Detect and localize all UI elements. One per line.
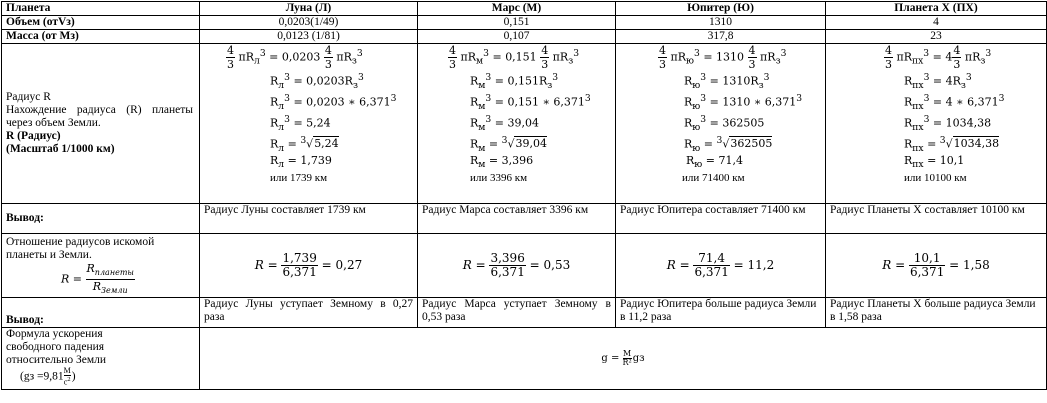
- radius-label: [2, 44, 200, 204]
- jupiter-eq3: $R_ю^3 = 1310$ ∗ 6,371$^3$: [684, 92, 803, 112]
- mars-eq6: $R_м = 3,396$: [470, 154, 534, 171]
- planetx-eq3: $R_{пх}^3 = 4$ ∗ 6,371$^3$: [904, 92, 1005, 112]
- conclusion1-mars: Радиус Марса составляет 3396 км: [418, 204, 616, 234]
- jupiter-eq5: $R_ю = ^3√362505$: [684, 134, 773, 154]
- ratio-jupiter: R = $\frac{71,4}{6,371}$ = 11,2: [616, 234, 826, 298]
- jupiter-km: или 71400 км: [682, 171, 745, 184]
- conclusion2-label: Вывод:: [2, 298, 200, 328]
- moon-eq6: $R_л = 1,739$: [270, 154, 332, 171]
- mass-row: [2, 30, 1047, 44]
- radius-mars: [418, 44, 616, 204]
- ratio-formula: R = $\frac{R_{планеты}}{R_{Земли}}$: [61, 262, 134, 296]
- jupiter-eq1: $\frac{4}{3}$ $\pi R_ю^3 = 1310$ $\frac{4}{3}$ $\pi R_з^3$: [659, 44, 787, 71]
- header-planetx: Планета X (ПХ): [826, 2, 1047, 16]
- volume-row: [2, 16, 1047, 30]
- conclusion1-label: Вывод:: [2, 204, 200, 234]
- gravity-formula: g = $\frac{M}{\text{R²}}$ gз: [200, 328, 1047, 390]
- ratio-label: [2, 234, 200, 298]
- conclusion2-mars: Радиус Марса уступает Земному в 0,53 раза: [418, 298, 616, 328]
- header-moon: Луна (Л): [200, 2, 418, 16]
- moon-eq5: $R_л = ^3√5,24$: [270, 134, 339, 154]
- volume-jupiter: 1310: [616, 16, 826, 30]
- jupiter-eq6: $R_ю = 71,4$: [686, 154, 743, 171]
- moon-eq1: $\frac{4}{3}$ $\pi R_л^3 = 0,0203$ $\frac{4}{3}$ $\pi R_з^3$: [227, 44, 363, 71]
- radius-label-line2: Нахождение радиуса (R) планеты через объем Земли.: [6, 104, 193, 129]
- planet-table: [1, 1, 1047, 390]
- mars-eq1: $\frac{4}{3}$ $\pi R_м^3 = 0,151$ $\frac{4}{3}$ $\pi R_з^3$: [449, 44, 580, 71]
- planetx-eq5: $R_{пх} = ^3√1034,38$: [904, 134, 1000, 154]
- volume-planetx: 4: [826, 16, 1047, 30]
- gravity-gz: (gз =9,81 $\frac{M}{c^2}$ ): [20, 366, 76, 388]
- mars-eq2: $R_м^3 = 0,151R_з^3$: [470, 72, 559, 91]
- jupiter-eq4: $R_ю^3 = 362505$: [684, 113, 765, 133]
- mass-jupiter: 317,8: [616, 30, 826, 44]
- volume-moon: 0,0203(1/49): [200, 16, 418, 30]
- radius-jupiter: [616, 44, 826, 204]
- ratio-moon: R = $\frac{1,739}{6,371}$ = 0,27: [200, 234, 418, 298]
- mars-eq4: $R_м^3 = 39,04$: [470, 113, 539, 133]
- moon-km: или 1739 км: [270, 171, 328, 184]
- mars-km: или 3396 км: [470, 171, 528, 184]
- moon-eq4: $R_л^3 = 5,24$: [270, 113, 331, 133]
- conclusion1-jupiter: Радиус Юпитера составляет 71400 км: [616, 204, 826, 234]
- conclusion1-row: [2, 204, 1047, 234]
- radius-row: [2, 44, 1047, 204]
- conclusion2-moon: Радиус Луны уступает Земному в 0,27 раза: [200, 298, 418, 328]
- mars-eq3: $R_м^3 = 0,151$ ∗ 6,371$^3$: [470, 92, 591, 112]
- planetx-eq2: $R_{пх}^3 = 4R_з^3$: [904, 72, 972, 91]
- mass-moon: 0,0123 (1/81): [200, 30, 418, 44]
- mass-mars: 0,107: [418, 30, 616, 44]
- header-planet: Планета: [2, 2, 200, 16]
- gravity-label-text: Формула ускорения свободного падения относительно Земли: [6, 328, 107, 367]
- planetx-eq6: $R_{пх} = 10,1$: [904, 154, 965, 171]
- radius-moon: [200, 44, 418, 204]
- gravity-row: [2, 328, 1047, 390]
- ratio-row: [2, 234, 1047, 298]
- jupiter-eq2: $R_ю^3 = 1310R_з^3$: [684, 72, 770, 91]
- conclusion2-row: [2, 298, 1047, 328]
- radius-label-line3: R (Радиус): [6, 130, 61, 142]
- moon-eq3: $R_л^3 = 0,0203$ ∗ 6,371$^3$: [270, 92, 397, 112]
- mars-eq5: $R_м = ^3√39,04$: [470, 134, 547, 154]
- radius-planetx: [826, 44, 1047, 204]
- ratio-planetx: R = $\frac{10,1}{6,371}$ = 1,58: [826, 234, 1047, 298]
- gravity-label: [2, 328, 200, 390]
- planetx-eq1: $\frac{4}{3}$ $\pi R_{пх}^3 = 4$ $\frac{4}{3}$ $\pi R_з^3$: [885, 44, 992, 71]
- mass-planetx: 23: [826, 30, 1047, 44]
- ratio-mars: R = $\frac{3,396}{6,371}$ = 0,53: [418, 234, 616, 298]
- radius-label-line1: Радиус R: [6, 91, 51, 103]
- header-jupiter: Юпитер (Ю): [616, 2, 826, 16]
- volume-label: Объем (отVз): [2, 16, 200, 30]
- planetx-km: или 10100 км: [904, 171, 967, 184]
- conclusion1-planetx: Радиус Планеты X составляет 10100 км: [826, 204, 1047, 234]
- conclusion2-jupiter: Радиус Юпитера больше радиуса Земли в 11,2 раза: [616, 298, 826, 328]
- header-mars: Марс (М): [418, 2, 616, 16]
- volume-mars: 0,151: [418, 16, 616, 30]
- header-row: [2, 2, 1047, 16]
- mass-label: Масса (от Мз): [2, 30, 200, 44]
- ratio-label-text: Отношение радиусов искомой планеты и Земли.: [6, 236, 155, 261]
- planetx-eq4: $R_{пх}^3 = 1034,38$: [904, 113, 992, 133]
- conclusion2-planetx: Радиус Планеты X больше радиуса Земли в 1,58 раза: [826, 298, 1047, 328]
- moon-eq2: $R_л^3 = 0,0203R_з^3$: [270, 72, 364, 91]
- conclusion1-moon: Радиус Луны составляет 1739 км: [200, 204, 418, 234]
- radius-label-line4: (Масштаб 1/1000 км): [6, 143, 115, 155]
